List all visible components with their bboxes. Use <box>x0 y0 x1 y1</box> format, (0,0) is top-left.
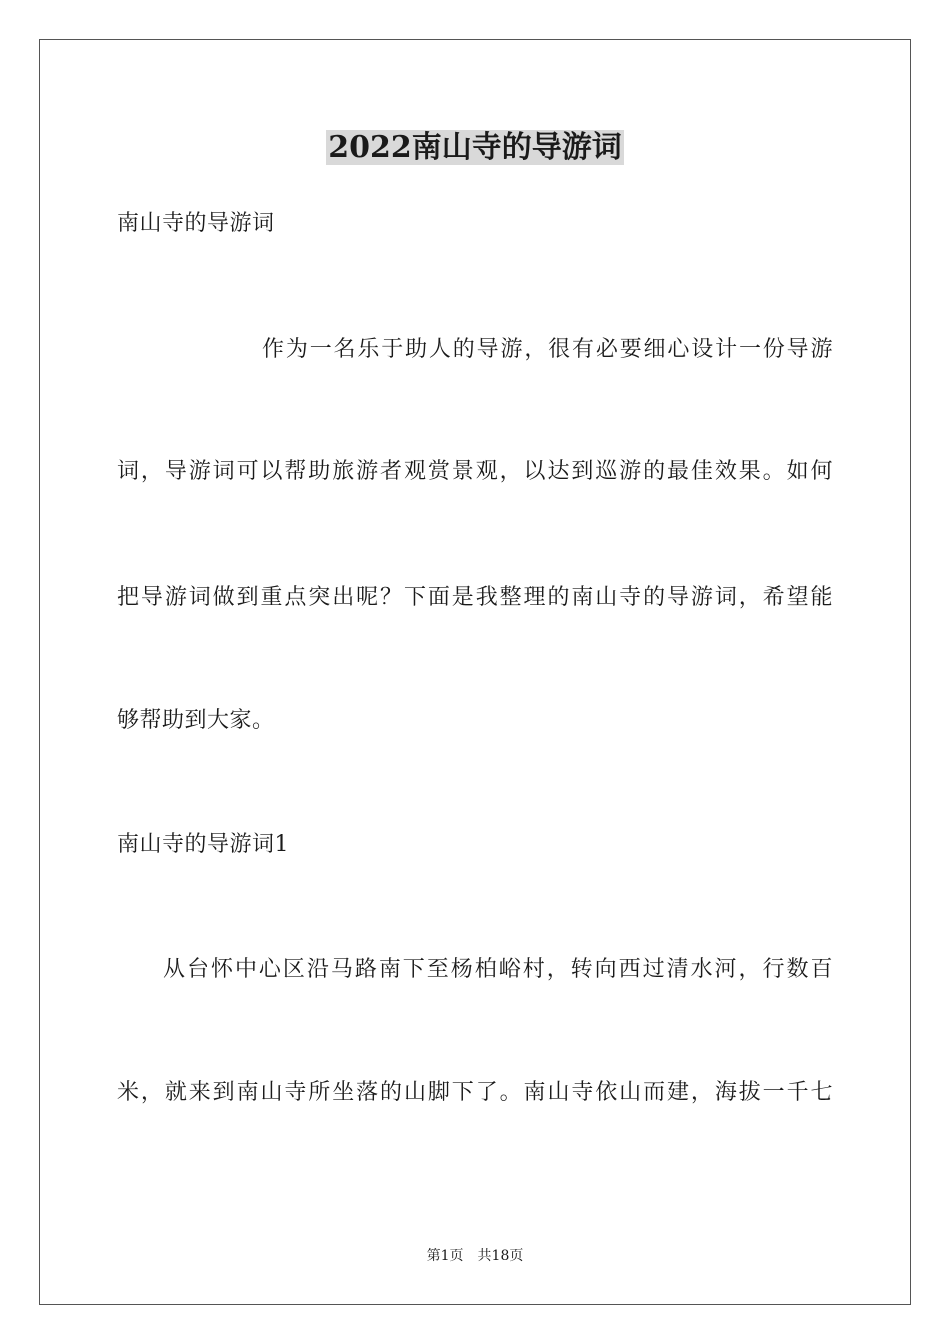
paragraph-line-6: 米，就来到南山寺所坐落的山脚下了。南山寺依山而建，海拔一千七 <box>117 1080 833 1105</box>
page-footer: 第1页 共18页 <box>426 1248 524 1264</box>
document-title <box>0 126 950 170</box>
paragraph-line-1: 作为一名乐于助人的导游，很有必要细心设计一份导游 <box>262 337 833 362</box>
subtitle-line: 南山寺的导游词 <box>117 211 275 236</box>
paragraph-line-4: 够帮助到大家。 <box>117 708 275 733</box>
section-heading: 南山寺的导游词1 <box>117 832 289 857</box>
paragraph-line-5: 从台怀中心区沿马路南下至杨柏峪村，转向西过清水河，行数百 <box>163 957 833 982</box>
document-title-text: 2022南山寺的导游词 <box>328 130 622 165</box>
paragraph-line-2: 词，导游词可以帮助旅游者观赏景观，以达到巡游的最佳效果。如何 <box>117 459 833 484</box>
paragraph-line-3: 把导游词做到重点突出呢？下面是我整理的南山寺的导游词，希望能 <box>117 585 833 610</box>
